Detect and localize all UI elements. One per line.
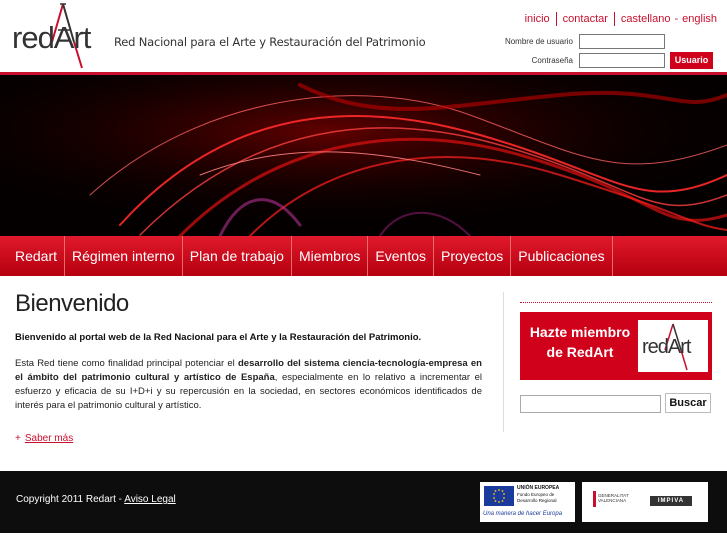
eu-flag-icon — [484, 486, 514, 506]
gv-line-2: VALENCIANA — [598, 498, 627, 503]
search-button[interactable]: Buscar — [665, 393, 711, 413]
eu-fund-line-2: Desarrollo Regional — [517, 498, 557, 503]
site-footer — [0, 471, 727, 533]
nav-item-regimen-interno[interactable]: Régimen interno — [65, 236, 183, 276]
join-logo — [638, 320, 708, 372]
redart-logo[interactable] — [12, 2, 112, 70]
sidebar-divider — [520, 302, 712, 303]
body-text-part: Esta Red tiene como finalidad principal potenciar el — [15, 358, 238, 369]
plus-icon: + — [15, 433, 21, 444]
search-input[interactable] — [520, 395, 661, 413]
gv-line-1: GENERALITAT — [598, 493, 629, 498]
login-button[interactable]: Usuario — [670, 52, 713, 69]
body-text-part: , especialmente en lo relativo a incrementar el esfuerzo y eficacia de su I+D+i y su repercusión en la sociedad, en sectores económicos identificados de interés para el patrimonio cultural y artístico. — [15, 372, 483, 411]
eu-funding-logo — [480, 482, 575, 522]
top-links — [525, 12, 717, 26]
divider — [556, 12, 557, 26]
generalitat-mark — [598, 493, 630, 503]
hero-banner — [0, 75, 727, 236]
password-input[interactable] — [579, 53, 665, 68]
username-row — [505, 34, 665, 49]
join-text — [528, 322, 632, 362]
nav-item-proyectos[interactable]: Proyectos — [434, 236, 511, 276]
read-more-link[interactable]: Saber más — [24, 433, 74, 444]
column-divider — [503, 292, 504, 432]
username-input[interactable] — [579, 34, 665, 49]
copyright — [16, 494, 176, 505]
eu-slogan: Una manera de hacer Europa — [483, 511, 563, 517]
generalitat-impiva-logo — [582, 482, 708, 522]
site-header — [0, 0, 727, 72]
nav-item-publicaciones[interactable]: Publicaciones — [511, 236, 612, 276]
lang-separator: - — [674, 13, 679, 25]
password-row — [532, 53, 665, 68]
nav-item-redart[interactable]: Redart — [0, 236, 65, 276]
eu-fund-line-1: Fondo Europeo de — [517, 492, 555, 497]
join-banner[interactable] — [520, 312, 712, 380]
body-text — [15, 357, 482, 413]
nav-item-miembros[interactable]: Miembros — [292, 236, 368, 276]
eu-title: UNIÓN EUROPEA — [517, 485, 560, 491]
abstract-red-light-image — [0, 75, 727, 236]
page-title: Bienvenido — [15, 290, 129, 317]
link-contactar[interactable]: contactar — [562, 13, 608, 25]
password-label: Contraseña — [531, 56, 573, 65]
legal-link[interactable]: Aviso Legal — [124, 494, 176, 505]
logo-text: redArt — [12, 20, 91, 55]
main-nav — [0, 236, 727, 276]
link-inicio[interactable]: inicio — [524, 13, 550, 25]
join-line-1: Hazte miembro — [529, 324, 631, 340]
eu-fund-text — [517, 492, 557, 504]
intro-text: Bienvenido al portal web de la Red Nacional para el Arte y la Restauración del Patrimonio. — [15, 332, 422, 343]
nav-item-plan-de-trabajo[interactable]: Plan de trabajo — [183, 236, 292, 276]
link-english[interactable]: english — [682, 13, 717, 25]
site-title: Red Nacional para el Arte y Restauración del Patrimonio — [114, 35, 426, 49]
main-content — [15, 290, 483, 444]
nav-item-eventos[interactable]: Eventos — [368, 236, 434, 276]
username-label: Nombre de usuario — [504, 37, 573, 46]
impiva-logo: IMPIVA — [650, 496, 692, 506]
join-logo-text: redArt — [642, 336, 691, 358]
copyright-text: Copyright 2011 Redart - — [16, 494, 125, 505]
link-castellano[interactable]: castellano — [620, 13, 671, 25]
join-line-2: de RedArt — [546, 344, 614, 360]
body-text-bold: desarrollo del sistema ciencia-tecnología-empresa en el ámbito del patrimonio cultural y artístico de España — [15, 358, 482, 383]
divider — [614, 12, 615, 26]
read-more — [15, 433, 73, 444]
